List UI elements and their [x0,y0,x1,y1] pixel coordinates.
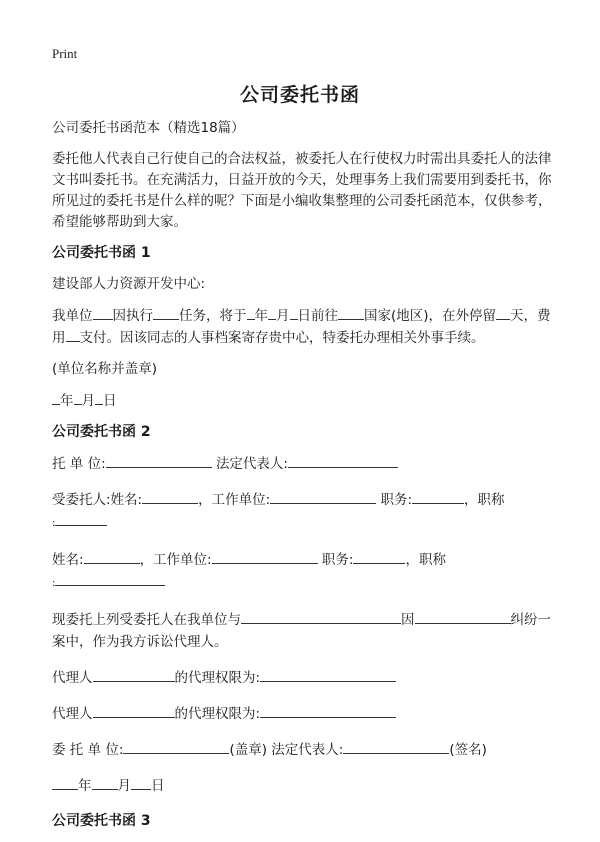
body-text: 任务，将于 [179,308,247,324]
position-blank [412,489,464,504]
date-day: 日 [151,778,165,794]
body-text: 天，费用 [52,308,551,346]
form-line-trustee-2 [52,549,552,595]
form-label: 代理人 [52,670,93,686]
form-label: ，工作单位: [198,492,271,508]
form-text: 现委托上列受委托人在我单位与 [52,612,241,628]
date-month: 月 [117,778,131,794]
body-text: 因执行 [112,308,153,324]
form-label: ，工作单位: [139,552,212,568]
entrust-unit-blank [106,453,212,468]
opponent-blank [241,609,401,624]
form-line-trustee [52,489,552,535]
body-text: 我单位 [52,308,93,324]
position-blank [353,549,405,564]
section-heading-2: 公司委托书函 2 [52,424,151,440]
section-heading-3: 公司委托书函 3 [52,813,151,829]
form-text: 因 [401,612,415,628]
date-month: 月 [81,393,95,409]
document-body [52,118,552,842]
blank-line [74,390,82,405]
form-label: 托 单 位: [52,456,106,472]
agent-scope-blank [260,667,396,682]
form-text: 纠纷一案中，作为我方诉讼代理人。 [52,612,551,650]
form-label: ，职称 [464,492,505,508]
blank-line [338,305,364,320]
page-title: 公司委托书函 [239,84,360,106]
date-year: 年 [60,393,74,409]
form-line-agent-2 [52,703,552,725]
form-label: 受委托人:姓名: [52,492,143,508]
colon-mark: : [52,518,56,529]
seal-note: (单位名称并盖章) [52,361,158,377]
name-blank [84,549,140,564]
form-line-case [52,609,552,653]
blank-line [66,327,80,342]
blank-line [153,305,179,320]
form-label: 的代理权限为: [174,706,261,722]
section-heading-1: 公司委托书函 1 [52,245,151,261]
blank-line [93,305,113,320]
blank-line [247,305,255,320]
blank-line [290,305,298,320]
agent-scope-blank [260,703,396,718]
form-label: ，职称 [405,552,446,568]
letter-body [52,305,552,349]
form-line-entrust-unit [52,453,552,475]
date-year: 年 [78,778,92,794]
form-label: 委 托 单 位: [52,742,124,758]
blank-line [52,775,78,790]
document-subtitle: 公司委托书函范本（精选18篇） [52,120,245,136]
form-label: 代理人 [52,706,93,722]
body-text: 年 [254,308,268,324]
entrust-unit-blank [123,739,229,754]
letter-date [52,390,552,412]
print-link[interactable]: Print [52,46,78,61]
trustee-name-blank [142,489,198,504]
agent-name-blank [93,703,175,718]
body-text: 国家(地区)，在外停留 [364,308,497,324]
letter-recipient: 建设部人力资源开发中心: [52,276,206,292]
legal-rep-blank [288,453,398,468]
intro-paragraph: 委托他人代表自己行使自己的合法权益，被委托人在行使权力时需出具委托人的法律文书叫委托书。在充满活力，日益开放的今天，处理事务上我们需要用到委托书，你所见过的委托书是什么样的呢？下面是小编收集整理的公司委托函范本，仅供参考，希望能够帮助到大家。 [52,151,552,230]
form-label: (签名) [449,742,487,758]
title-blank [55,571,165,586]
form-label: 职务: [380,492,413,508]
body-text: 支付。因该同志的人事档案寄存贵中心，特委托办理相关外事手续。 [79,330,485,346]
form-label: 法定代表人: [271,742,344,758]
legal-rep-blank [343,739,449,754]
blank-line [52,390,60,405]
form-label: 职务: [321,552,354,568]
work-unit-blank [270,489,376,504]
title-blank [55,511,107,526]
form-label: 姓名: [52,552,84,568]
blank-line [92,775,118,790]
form-label: 的代理权限为: [174,670,261,686]
agent-name-blank [93,667,175,682]
form-label: 法定代表人: [215,456,288,472]
form-line-date [52,775,552,797]
colon-mark: : [52,578,56,589]
body-text: 日前往 [297,308,338,324]
date-day: 日 [103,393,117,409]
form-line-signature [52,739,552,761]
case-reason-blank [415,609,511,624]
blank-line [268,305,276,320]
blank-line [496,305,510,320]
form-label: (盖章) [229,742,267,758]
body-text: 月 [276,308,290,324]
blank-line [95,390,103,405]
work-unit-blank [212,549,318,564]
blank-line [131,775,151,790]
form-line-agent-1 [52,667,552,689]
